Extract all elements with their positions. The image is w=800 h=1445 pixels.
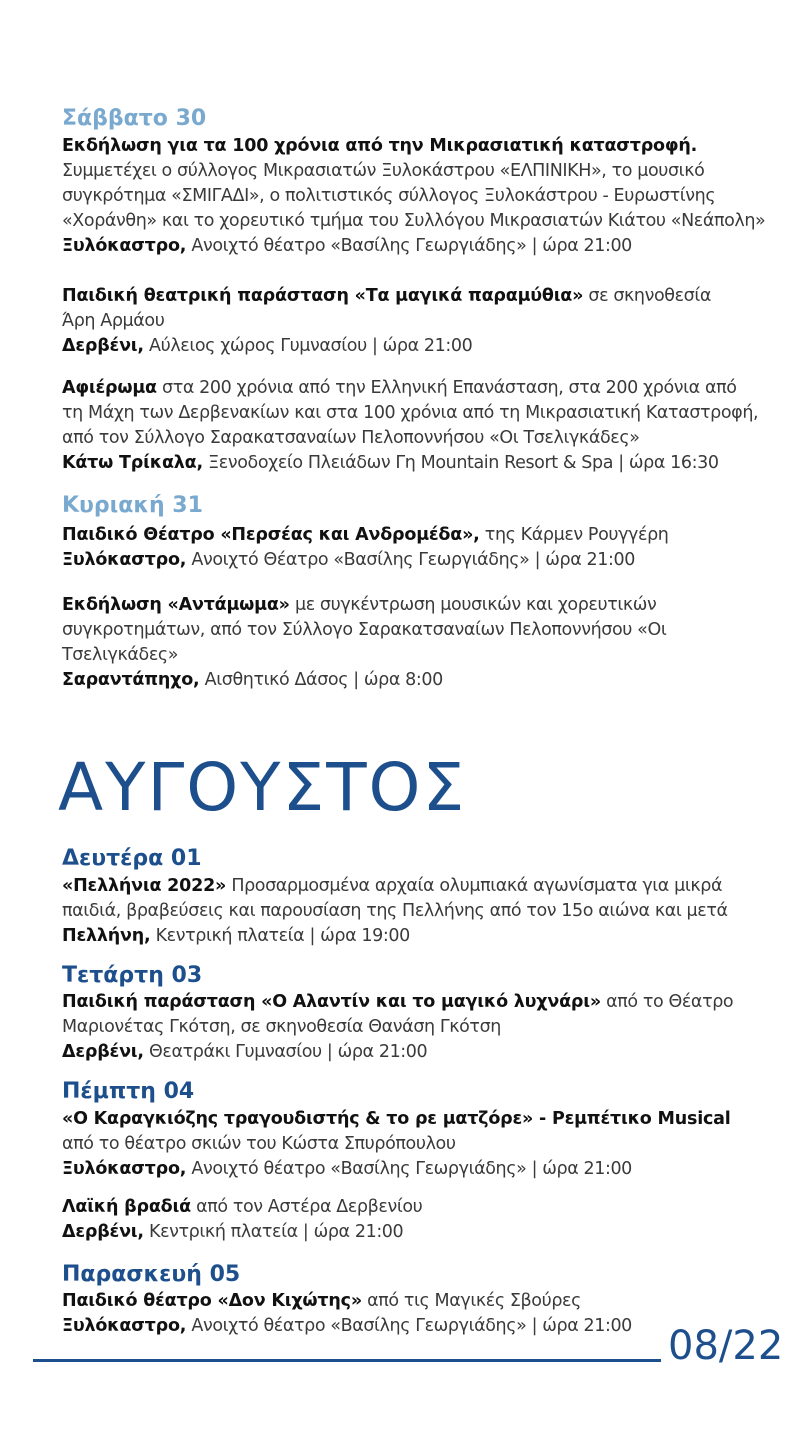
footer-rule [33,1359,661,1362]
event-title-rest: με συγκέντρωση μουσικών και χορευτικών [289,595,657,615]
event-title: Παιδική θεατρική παράσταση «Τα μαγικά παραμύθια» [62,286,584,306]
day-heading-friday-05: Παρασκευή 05 [62,1262,241,1287]
event-title-rest: της Κάρμεν Ρουγγέρη [479,525,669,545]
event-title: Παιδικό θέατρο «Δον Κιχώτης» [62,1291,362,1311]
day-heading-monday-01: Δευτέρα 01 [62,846,202,871]
event-pellinia [62,874,792,949]
event-place: Ξυλόκαστρο, [62,550,187,570]
event-place: Ξυλόκαστρο, [62,1159,187,1179]
event-description: από το θέατρο σκιών του Κώστα Σπυρόπουλου [62,1134,456,1154]
event-place: Δερβένι, [62,336,144,356]
event-title-rest: από τον Αστέρα Δερβενίου [190,1197,423,1217]
event-folk-night [62,1195,792,1245]
event-title: Εκδήλωση για τα 100 χρόνια από την Μικρασιατική καταστροφή. [62,136,698,156]
event-title-rest: από το Θέατρο [600,992,734,1012]
event-title: Παιδικό Θέατρο «Περσέας και Ανδρομέδα», [62,525,480,545]
event-antamoma [62,593,792,693]
event-perseus-andromeda [62,523,792,573]
event-title: Λαϊκή βραδιά [62,1197,191,1217]
event-venue-time: Κεντρική πλατεία | ώρα 21:00 [143,1222,404,1242]
event-description: συγκροτημάτων, από τον Σύλλογο Σαρακατσαναίων Πελοποννήσου «Οι [62,620,667,640]
event-title-rest: Προσαρμοσμένα αρχαία ολυμπιακά αγωνίσματα για μικρά [226,876,723,896]
event-place: Σαραντάπηχο, [62,670,200,690]
event-venue-time: Αύλειος χώρος Γυμνασίου | ώρα 21:00 [143,336,473,356]
event-place: Δερβένι, [62,1042,144,1062]
event-karagiozis [62,1107,792,1182]
event-description: συγκρότημα «ΣΜΙΓΑΔΙ», ο πολιτιστικός σύλλογος Ξυλοκάστρου - Ευρωστίνης [62,186,716,206]
month-title: ΑΥΓΟΥΣΤΟΣ [58,749,467,826]
event-venue-time: Κεντρική πλατεία | ώρα 19:00 [150,926,410,946]
event-title-rest: στα 200 χρόνια από την Ελληνική Επανάσταση, στα 200 χρόνια από [156,378,737,398]
event-asia-minor-anniversary [62,134,792,259]
event-description: «Χοράνθη» και το χορευτικό τμήμα του Συλλόγου Μικρασιατών Κιάτου «Νεάπολη» [62,211,766,231]
event-venue-time: Ανοιχτό θέατρο «Βασίλης Γεωργιάδης» | ώρα 21:00 [186,1316,632,1336]
event-description: παιδιά, βραβεύσεις και παρουσίαση της Πελλήνης από τον 15ο αιώνα και μετά [62,901,728,921]
event-place: Ξυλόκαστρο, [62,236,187,256]
event-place: Ξυλόκαστρο, [62,1316,187,1336]
day-heading-saturday-30: Σάββατο 30 [62,106,207,131]
event-venue-time: Ανοιχτό Θέατρο «Βασίλης Γεωργιάδης» | ώρα 21:00 [186,550,635,570]
event-title: «Πελλήνια 2022» [62,876,227,896]
event-description: Μαριονέτας Γκότση, σε σκηνοθεσία Θανάση Γκότση [62,1017,501,1037]
event-venue-time: Αισθητικό Δάσος | ώρα 8:00 [199,670,443,690]
event-title-rest: σε σκηνοθεσία [583,286,712,306]
event-magic-fairytales [62,284,792,359]
event-aladdin [62,990,792,1065]
event-description: από τον Σύλλογο Σαρακατσαναίων Πελοποννήσου «Οι Τσελιγκάδες» [62,428,640,448]
event-tribute [62,376,792,476]
event-description: Τσελιγκάδες» [62,645,179,665]
event-place: Κάτω Τρίκαλα, [62,453,203,473]
event-title: Αφιέρωμα [62,378,157,398]
page-number: 08/22 [668,1323,784,1369]
event-description: Συμμετέχει ο σύλλογος Μικρασιατών Ξυλοκάστρου «ΕΛΠΙΝΙΚΗ», το μουσικό [62,161,705,181]
event-place: Δερβένι, [62,1222,144,1242]
event-venue-time: Ξενοδοχείο Πλειάδων Γη Mountain Resort & Spa | ώρα 16:30 [202,453,719,473]
day-heading-sunday-31: Κυριακή 31 [62,493,203,518]
event-title: «Ο Καραγκιόζης τραγουδιστής & το ρε ματζόρε» - Ρεμπέτικο Musical [62,1109,731,1129]
event-venue-time: Ανοιχτό θέατρο «Βασίλης Γεωργιάδης» | ώρα 21:00 [186,1159,632,1179]
event-venue-time: Ανοιχτό θέατρο «Βασίλης Γεωργιάδης» | ώρα 21:00 [186,236,632,256]
day-heading-thursday-04: Πέμπτη 04 [62,1079,195,1104]
event-description: Άρη Αρμάου [62,311,165,331]
event-title: Παιδική παράσταση «Ο Αλαντίν και το μαγικό λυχνάρι» [62,992,601,1012]
event-venue-time: Θεατράκι Γυμνασίου | ώρα 21:00 [143,1042,428,1062]
event-place: Πελλήνη, [62,926,151,946]
day-heading-wednesday-03: Τετάρτη 03 [62,963,203,988]
event-title-rest: από τις Μαγικές Σβούρες [361,1291,581,1311]
event-title: Εκδήλωση «Αντάμωμα» [62,595,290,615]
event-description: τη Μάχη των Δερβενακίων και στα 100 χρόνια από τη Μικρασιατική Καταστροφή, [62,403,759,423]
